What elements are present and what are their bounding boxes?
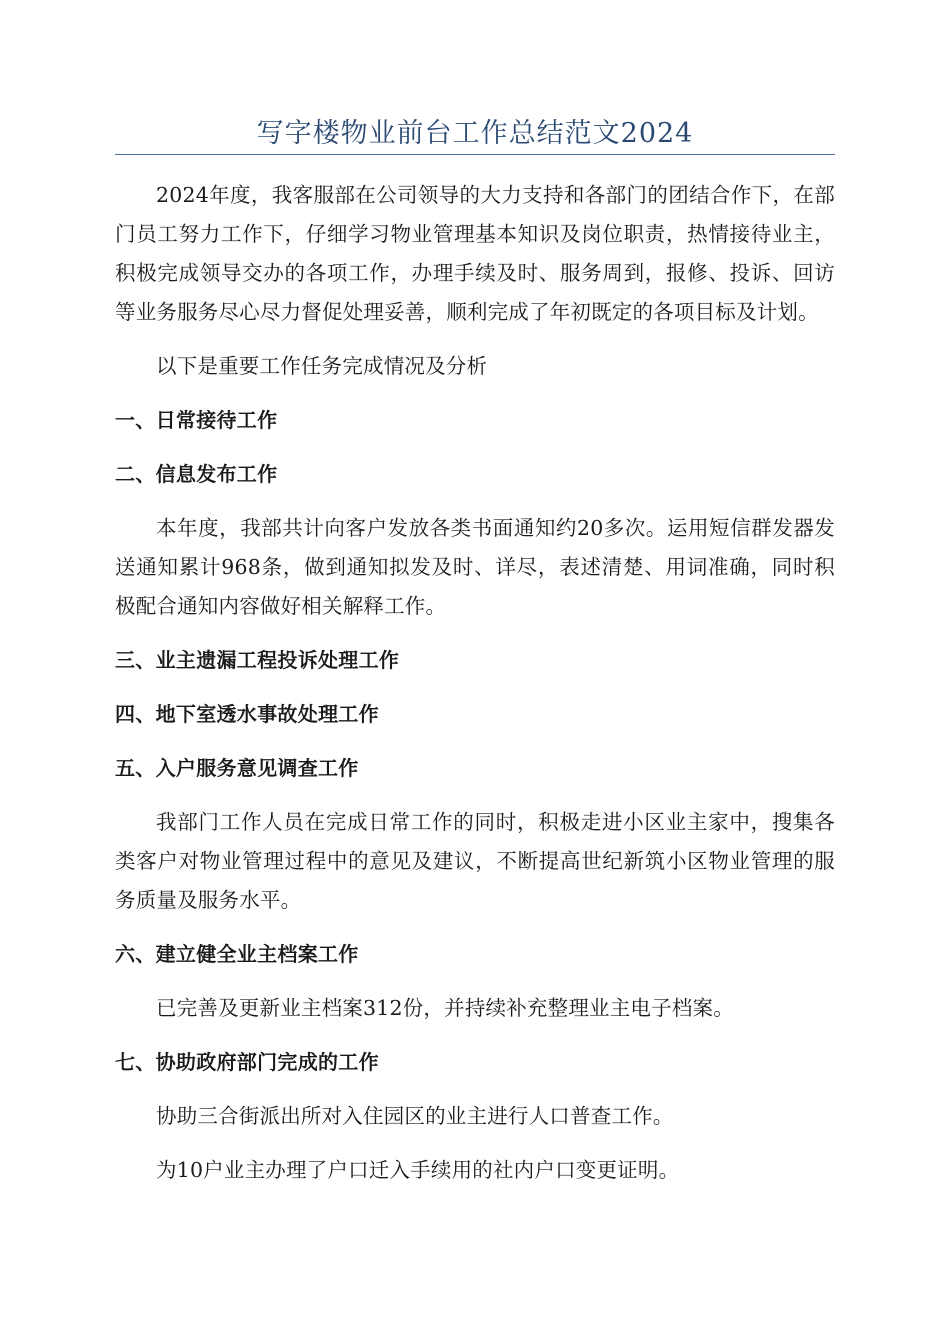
section-heading-4: 四、地下室透水事故处理工作: [115, 702, 379, 726]
section-heading-1: 一、日常接待工作: [115, 408, 278, 432]
section-7-paragraph-2: 为10户业主办理了户口迁入手续用的社内户口变更证明。: [156, 1158, 680, 1182]
section-2-paragraph: 本年度，我部共计向客户发放各类书面通知约20多次。运用短信群发器发送通知累计968条，做到通知拟发及时、详尽，表述清楚、用词准确，同时积极配合通知内容做好相关解释工作。: [115, 516, 835, 618]
section-heading-6: 六、建立健全业主档案工作: [115, 942, 359, 966]
document-body: [115, 176, 835, 1205]
section-heading-5: 五、入户服务意见调查工作: [115, 756, 359, 780]
section-7-paragraph-1: 协助三合街派出所对入住园区的业主进行人口普查工作。: [156, 1104, 674, 1128]
section-6-paragraph: 已完善及更新业主档案312份，并持续补充整理业主电子档案。: [156, 996, 734, 1020]
section-heading-7: 七、协助政府部门完成的工作: [115, 1050, 379, 1074]
section-5-paragraph: 我部门工作人员在完成日常工作的同时，积极走进小区业主家中，搜集各类客户对物业管理过程中的意见及建议，不断提高世纪新筑小区物业管理的服务质量及服务水平。: [115, 810, 835, 912]
lead-paragraph: 以下是重要工作任务完成情况及分析: [156, 354, 488, 378]
intro-paragraph: 2024年度，我客服部在公司领导的大力支持和各部门的团结合作下，在部门员工努力工作下，仔细学习物业管理基本知识及岗位职责，热情接待业主，积极完成领导交办的各项工作，办理手续及时、服务周到，报修、投诉、回访等业务服务尽心尽力督促处理妥善，顺利完成了年初既定的各项目标及计划。: [115, 183, 835, 324]
title-underline: [115, 154, 835, 155]
section-heading-3: 三、业主遗漏工程投诉处理工作: [115, 648, 400, 672]
document-title: 写字楼物业前台工作总结范文2024: [256, 118, 694, 149]
section-heading-2: 二、信息发布工作: [115, 462, 278, 486]
